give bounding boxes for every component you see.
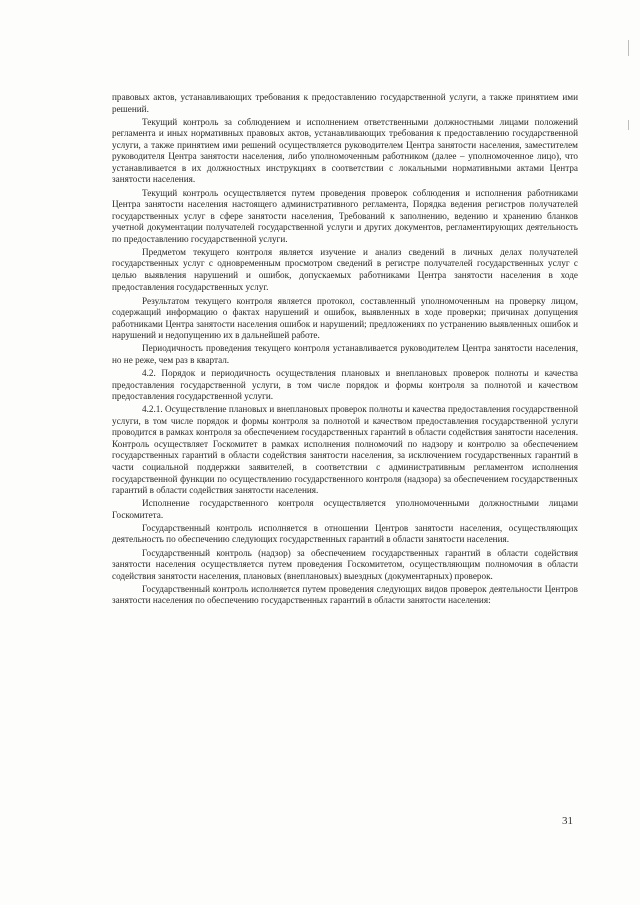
paragraph: 4.2. Порядок и периодичность осуществления плановых и внеплановых проверок полноты и качества предоставления государственной услуги, в том числе порядок и формы контроля за полнотой и качеством предоставления государственной услуги. (112, 368, 578, 402)
paragraph: Периодичность проведения текущего контроля устанавливается руководителем Центра занятости населения, но не реже, чем раз в квартал. (112, 343, 578, 365)
paragraph: Исполнение государственного контроля осуществляется уполномоченными должностными лицами Госкомитета. (112, 498, 578, 520)
paragraph: Государственный контроль исполняется путем проведения следующих видов проверок деятельности Центров занятости населения по обеспечению государственных гарантий в области занятости населения: (112, 583, 578, 606)
paragraph: Предметом текущего контроля является изучение и анализ сведений в личных делах получателей государственных услуг с одновременным просмотром сведений в регистре получателей государственных услуг с целью выявления нарушений и ошибок, допускаемых работниками Центра занятости населения в ходе предоставления государственных услуг. (112, 246, 578, 292)
scan-edge-mark (628, 120, 629, 130)
paragraph: правовых актов, устанавливающих требования к предоставлению государственной услуги, а также принятием ими решений. (112, 92, 578, 114)
paragraph: Государственный контроль (надзор) за обеспечением государственных гарантий в области содействия занятости населения осуществляется путем проведения Госкомитетом, осуществляющим полномочия в области содействия занятости населения, плановых (внеплановых) выездных (документарных) проверок. (112, 547, 578, 581)
paragraph: 4.2.1. Осуществление плановых и внеплановых проверок полноты и качества предоставления государственной услуги, в том числе порядок и формы контроля за полнотой и качеством предоставления государственной услуги проводится в рамках контроля за обеспечением государственных гарантий в области содействия занятости населения. Контроль осуществляет Госкомитет в рамках исполнения полномочий по надзору и контролю за обеспечением государственных гарантий в области содействия занятости населения, за исключением государственных гарантий в части социальной поддержки заявителей, в соответствии с административным регламентом исполнения государственной функции по осуществлению государственного контроля (надзора) за обеспечением государственных гарантий в области содействия занятости населения. (112, 404, 578, 496)
page-number: 31 (562, 815, 573, 827)
paragraph: Текущий контроль за соблюдением и исполнением ответственными должностными лицами положений регламента и иных нормативных правовых актов, устанавливающих требования к предоставлению государственной услуги, а также принятием ими решений осуществляется руководителем Центра занятости населения, заместителем руководителя Центра занятости населения, либо уполномоченным работником (далее – уполномоченное лицо), что устанавливается в их должностных инструкциях в соответствии с локальными нормативными актами Центра занятости населения. (112, 116, 578, 185)
paragraph: Государственный контроль исполняется в отношении Центров занятости населения, осуществляющих деятельность по обеспечению следующих государственных гарантий в области занятости населения. (112, 522, 578, 545)
document-body (112, 92, 578, 609)
paragraph: Результатом текущего контроля является протокол, составленный уполномоченным на проверку лицом, содержащий информацию о фактах нарушений и ошибок, выявленных в ходе проверки; причинах допущения работниками Центра занятости населения ошибок и нарушений; предложениях по устранению выявленных ошибок и нарушений и недопущению их в дальнейшей работе. (112, 295, 578, 341)
scan-edge-mark (628, 40, 629, 56)
paragraph: Текущий контроль осуществляется путем проведения проверок соблюдения и исполнения работниками Центра занятости населения настоящего административного регламента, Порядка ведения регистров получателей государственных услуг в сфере занятости населения, Требований к заполнению, ведению и хранению бланков учетной документации получателей государственной услуги и других документов, регламентирующих деятельность по предоставлению государственной услуги. (112, 187, 578, 244)
